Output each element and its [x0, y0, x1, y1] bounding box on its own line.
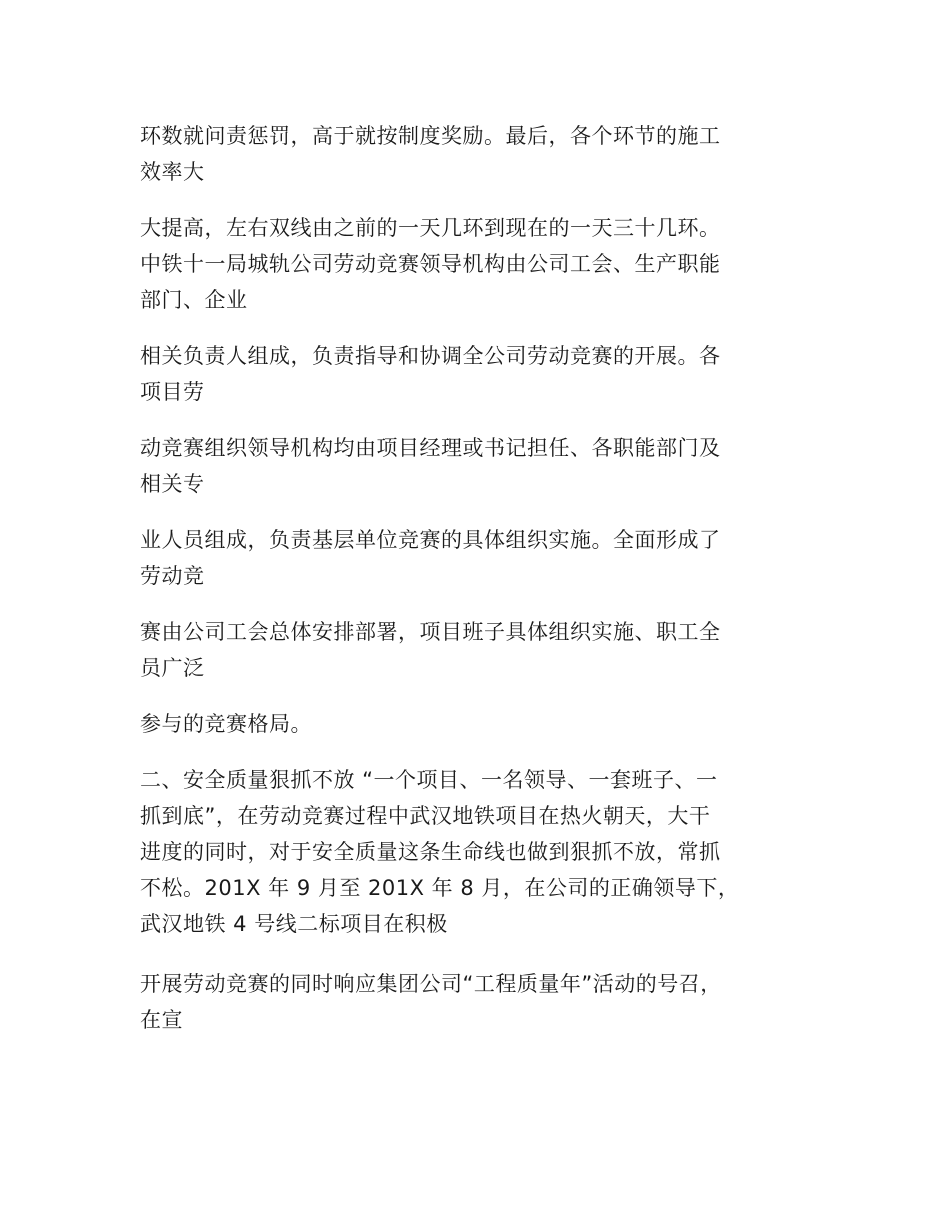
text-line: 业人员组成，负责基层单位竞赛的具体组织实施。全面形成了: [140, 528, 721, 552]
text-line: 进度的同时，对于安全质量这条生命线也做到狠抓不放，常抓: [140, 840, 721, 864]
paragraph-8: [140, 762, 820, 942]
text-line: 部门、企业: [140, 288, 248, 312]
paragraph-9: [140, 966, 820, 1038]
text-line: 员广泛: [140, 656, 205, 680]
paragraph-7: [140, 706, 820, 742]
text-line: 效率大: [140, 160, 205, 184]
text-line: 抓到底”，在劳动竞赛过程中武汉地铁项目在热火朝天，大干: [140, 804, 711, 828]
paragraph-3: [140, 338, 820, 410]
paragraph-4: [140, 430, 820, 502]
text-line: 环数就问责惩罚，高于就按制度奖励。最后，各个环节的施工: [140, 124, 721, 148]
text-line: 在宣: [140, 1008, 183, 1032]
text-line: 相关负责人组成，负责指导和协调全公司劳动竞赛的开展。各: [140, 344, 721, 368]
text-line: 项目劳: [140, 380, 205, 404]
text-line: 中铁十一局城轨公司劳动竞赛领导机构由公司工会、生产职能: [140, 252, 721, 276]
paragraph-6: [140, 614, 820, 686]
text-line: 相关专: [140, 472, 205, 496]
text-line: 开展劳动竞赛的同时响应集团公司“工程质量年”活动的号召，: [140, 972, 722, 996]
paragraph-2: [140, 210, 820, 318]
paragraph-1: [140, 118, 820, 190]
text-line: 武汉地铁 4 号线二标项目在积极: [140, 912, 448, 936]
paragraph-5: [140, 522, 820, 594]
text-line: 参与的竞赛格局。: [140, 712, 312, 736]
text-line: 赛由公司工会总体安排部署，项目班子具体组织实施、职工全: [140, 620, 721, 644]
text-line: 动竞赛组织领导机构均由项目经理或书记担任、各职能部门及: [140, 436, 721, 460]
text-line: 大提高，左右双线由之前的一天几环到现在的一天三十几环。: [140, 216, 721, 240]
text-line: 二、安全质量狠抓不放 “一个项目、一名领导、一套班子、一: [140, 768, 718, 792]
text-line: 劳动竞: [140, 564, 205, 588]
text-line: 不松。201X 年 9 月至 201X 年 8 月，在公司的正确领导下，: [140, 876, 740, 900]
